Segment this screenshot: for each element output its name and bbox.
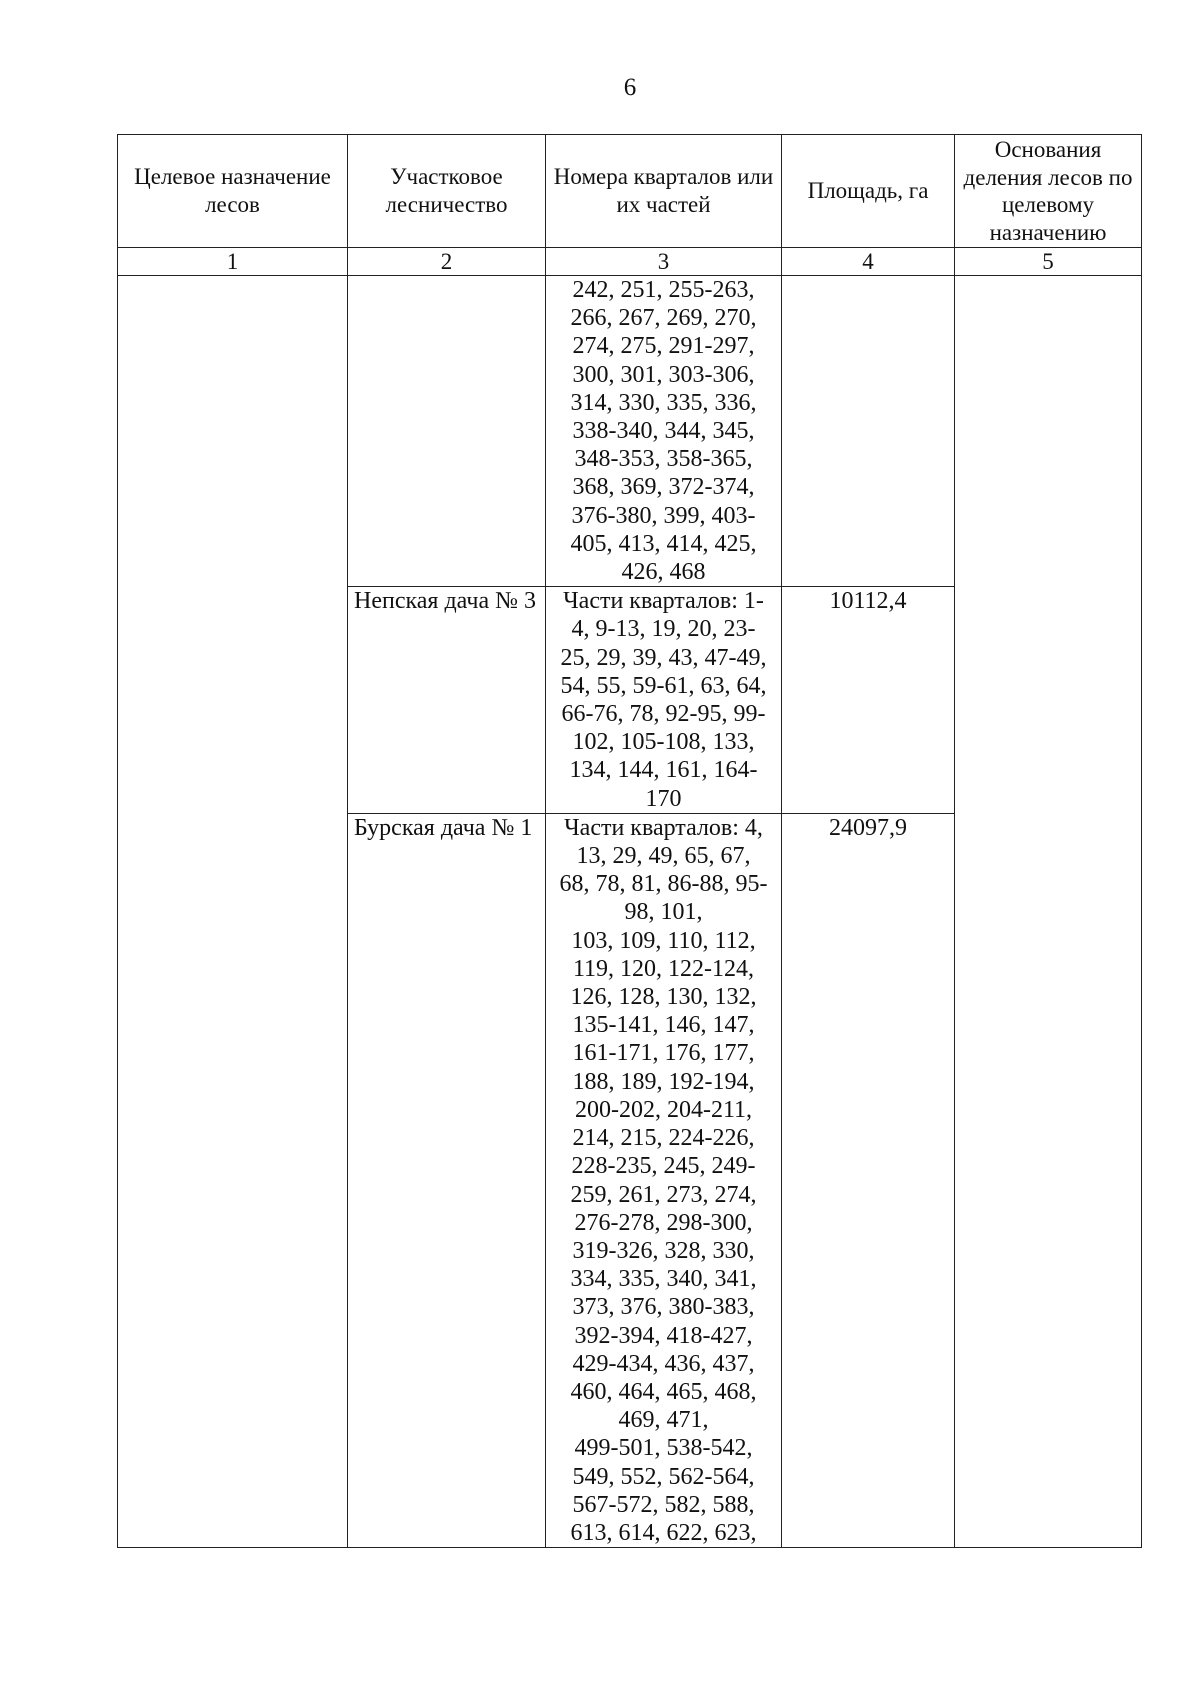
header-forestry: Участковое лесничество [348,135,546,248]
table-row [118,276,1142,587]
column-number-5: 5 [955,248,1142,276]
quarters-cell [546,813,782,1547]
forestry-cell [348,813,546,1547]
header-purpose: Целевое назначение лесов [118,135,348,248]
area-cell [782,276,955,587]
page-number: 6 [623,74,637,101]
quarters-list: 242, 251, 255-263, 266, 267, 269, 270, 274, 275, 291-297, 300, 301, 303-306, 314, 330, 335, 336, 338-340, 344, 345, 348-353, 358-365, 368, 369, 372-374, 376-380, 399, 403- 405, 413, 414, 425, 426, 468 [570,277,757,586]
quarters-list: Части кварталов: 4, 13, 29, 49, 65, 67, 68, 78, 81, 86-88, 95- 98, 101, 103, 109, 110, 112, 119, 120, 122-124, 126, 128, 130, 132, 135-141, 146, 147, 161-171, 176, 177, 188, 189, 192-194, 200-202, 204-211, 214, 215, 224-226, 228-235, 245, 249- 259, 261, 273, 274, 276-278, 298-300, 319-326, 328, 330, 334, 335, 340, 341, 373, 376, 380-383, 392-394, 418-427, 429-434, 436, 437, 460, 464, 465, 468, 469, 471, 499-501, 538-542, 549, 552, 562-564, 567-572, 582, 588, 613, 614, 622, 623, [559,814,768,1546]
header-basis: Основания деления лесов по целевому назначению [955,135,1142,248]
basis-cell [955,276,1142,1548]
column-number-1: 1 [118,248,348,276]
quarters-list: Части кварталов: 1- 4, 9-13, 19, 20, 23- 25, 29, 39, 43, 47-49, 54, 55, 59-61, 63, 64, 66-76, 78, 92-95, 99- 102, 105-108, 133, 134, 144, 161, 164- 170 [560,588,767,812]
forestry-name: Непская дача № 3 [354,588,536,615]
column-number-2: 2 [348,248,546,276]
header-quarters: Номера кварталов или их частей [546,135,782,248]
table-header-row [118,135,1142,248]
column-numbers-row [118,248,1142,276]
forest-purpose-table [117,134,1142,1548]
area-value: 24097,9 [829,814,907,841]
forestry-name: Бурская дача № 1 [354,814,533,841]
header-area: Площадь, га [782,135,955,248]
quarters-cell [546,587,782,814]
area-value: 10112,4 [829,588,907,615]
column-number-3: 3 [546,248,782,276]
column-number-4: 4 [782,248,955,276]
area-cell [782,813,955,1547]
quarters-cell [546,276,782,587]
forestry-cell [348,276,546,587]
area-cell [782,587,955,814]
purpose-cell [118,276,348,1548]
forestry-cell [348,587,546,814]
